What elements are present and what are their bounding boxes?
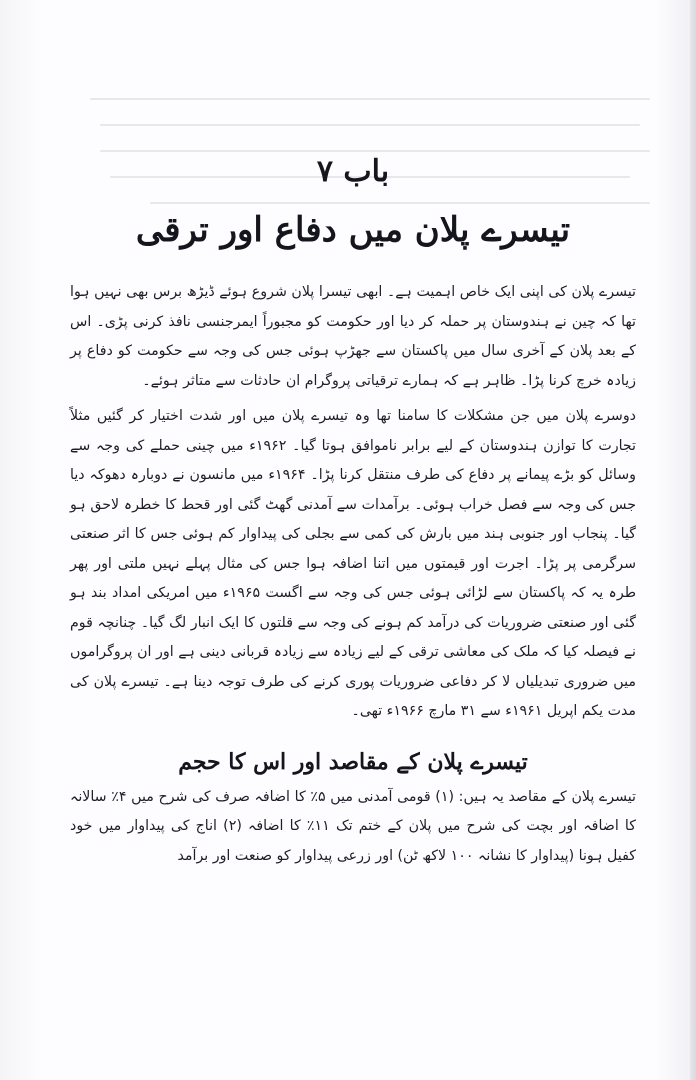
paragraph-intro: تیسرے پلان کی اپنی ایک خاص اہمیت ہے۔ ابھی تیسرا پلان شروع ہوئے ڈیڑھ برس بھی نہیں ہوا تھا کہ چین نے ہندوستان پر حملہ کر دیا اور حکومت کو مجبوراً ایمرجنسی نافذ کرنی پڑی۔ اس کے بعد پلان کے آخری سال میں پاکستان سے جھڑپ ہوئی جس کی وجہ سے حکومت کو دفاع پر زیادہ خرچ کرنا پڑا۔ ظاہر ہے کہ ہمارے ترقیاتی پروگرام ان حادثات سے متاثر ہوئے۔: [70, 284, 636, 389]
paragraph-objectives: تیسرے پلان کے مقاصد یہ ہیں: (۱) قومی آمدنی میں ۵٪ کا اضافہ صرف کی شرح میں ۴٪ سالانہ کا اضافہ اور بچت کی شرح میں پلان کے ختم تک ۱۱٪ کا اضافہ (۲) اناج کی پیداوار میں خود کفیل ہونا (پیداوار کا نشانہ ۱۰۰ لاکھ ٹن) اور زرعی پیداوار کو صنعت اور برآمد: [70, 788, 637, 864]
page-edge: [690, 0, 696, 1080]
paragraph-difficulties: دوسرے پلان میں جن مشکلات کا سامنا تھا وہ تیسرے پلان میں اور شدت اختیار کر گئیں مثلاً تجارت کا توازن ہندوستان کے لیے برابر ناموافق ہوتا گیا۔ ۱۹۶۲ء میں چینی حملے کی وجہ سے وسائل کو بڑے پیمانے پر دفاع کی طرف منتقل کرنا پڑا۔ ۱۹۶۴ء میں مانسون نے دوبارہ دھوکہ دیا جس کی وجہ سے فصل خراب ہوئی۔ برآمدات سے آمدنی گھٹ گئی اور قحط کا خطرہ لاحق ہو گیا۔ پنجاب اور جنوبی ہند میں بارش کی کمی سے بجلی کی پیداوار کم ہوئی جس کا اثر صنعتی سرگرمی پر پڑا۔ اجرت اور قیمتوں میں اتنا اضافہ ہوا جس کی مثال پہلے نہیں ملتی اور پھر طرہ یہ کہ پاکستان سے لڑائی ہوئی جس کی وجہ سے اگست ۱۹۶۵ء میں امریکی امداد بند ہو گئی اور صنعتی ضروریات کی درآمد کم ہونے کی وجہ سے قلتوں کا ایک انبار لگ گیا۔ چنانچہ قوم نے فیصلہ کیا کہ ملک کی معاشی ترقی کے لیے زیادہ سے زیادہ قربانی دینی ہے اور ان پروگراموں میں ضروری تبدیلیاں لا کر دفاعی ضروریات پوری کرنے کی طرف توجہ دینا ہے۔ تیسرے پلان کی مدت یکم اپریل ۱۹۶۱ء سے ۳۱ مارچ ۱۹۶۶ء تھی۔: [70, 408, 636, 719]
chapter-title: تیسرے پلان میں دفاع اور ترقی: [135, 210, 571, 250]
chapter-number: باب ۷: [316, 154, 390, 189]
section-heading: تیسرے پلان کے مقاصد اور اس کا حجم: [178, 748, 528, 775]
page-content: [70, 150, 636, 871]
